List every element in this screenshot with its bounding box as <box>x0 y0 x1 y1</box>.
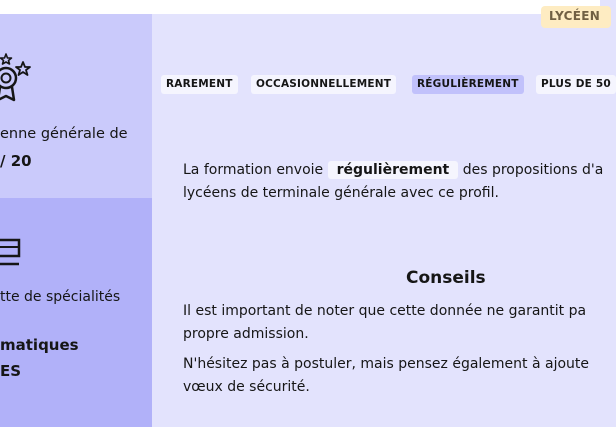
specialites-label: tte de spécialités <box>0 289 121 305</box>
intro-text-line1 <box>183 159 603 181</box>
conseil-text: propre admission. <box>183 326 309 342</box>
conseil-text: vœux de sécurité. <box>183 379 310 395</box>
top-strip <box>0 0 600 14</box>
tab-regulierement[interactable]: RÉGULIÈREMENT <box>412 75 524 94</box>
tab-rarement[interactable]: RAREMENT <box>161 75 238 94</box>
intro-text-line2: lycéens de terminale générale avec ce profil. <box>183 185 499 201</box>
conseils-title: Conseils <box>406 268 486 288</box>
specialite-name: matiques <box>0 336 79 354</box>
tab-occasionnellement[interactable]: OCCASIONNELLEMENT <box>251 75 396 94</box>
specialite-name: ES <box>0 362 22 380</box>
frequency-highlight: régulièrement <box>328 161 459 179</box>
moyenne-label: enne générale de <box>0 126 128 142</box>
screen-icon <box>0 236 22 270</box>
tab-plus-de-50[interactable]: PLUS DE 50 <box>536 75 616 94</box>
lyceen-badge: LYCÉEN <box>541 6 611 28</box>
conseil-text: Il est important de noter que cette donnée ne garantit pa <box>183 303 587 319</box>
intro-text-before: La formation envoie <box>183 162 324 178</box>
specialites-card <box>0 198 152 427</box>
intro-text-after: des propositions d'a <box>462 162 604 178</box>
award-icon <box>0 52 36 104</box>
moyenne-card <box>0 14 152 198</box>
conseil-text: N'hésitez pas à postuler, mais pensez également à ajoute <box>183 356 590 372</box>
moyenne-value: / 20 <box>0 152 32 170</box>
